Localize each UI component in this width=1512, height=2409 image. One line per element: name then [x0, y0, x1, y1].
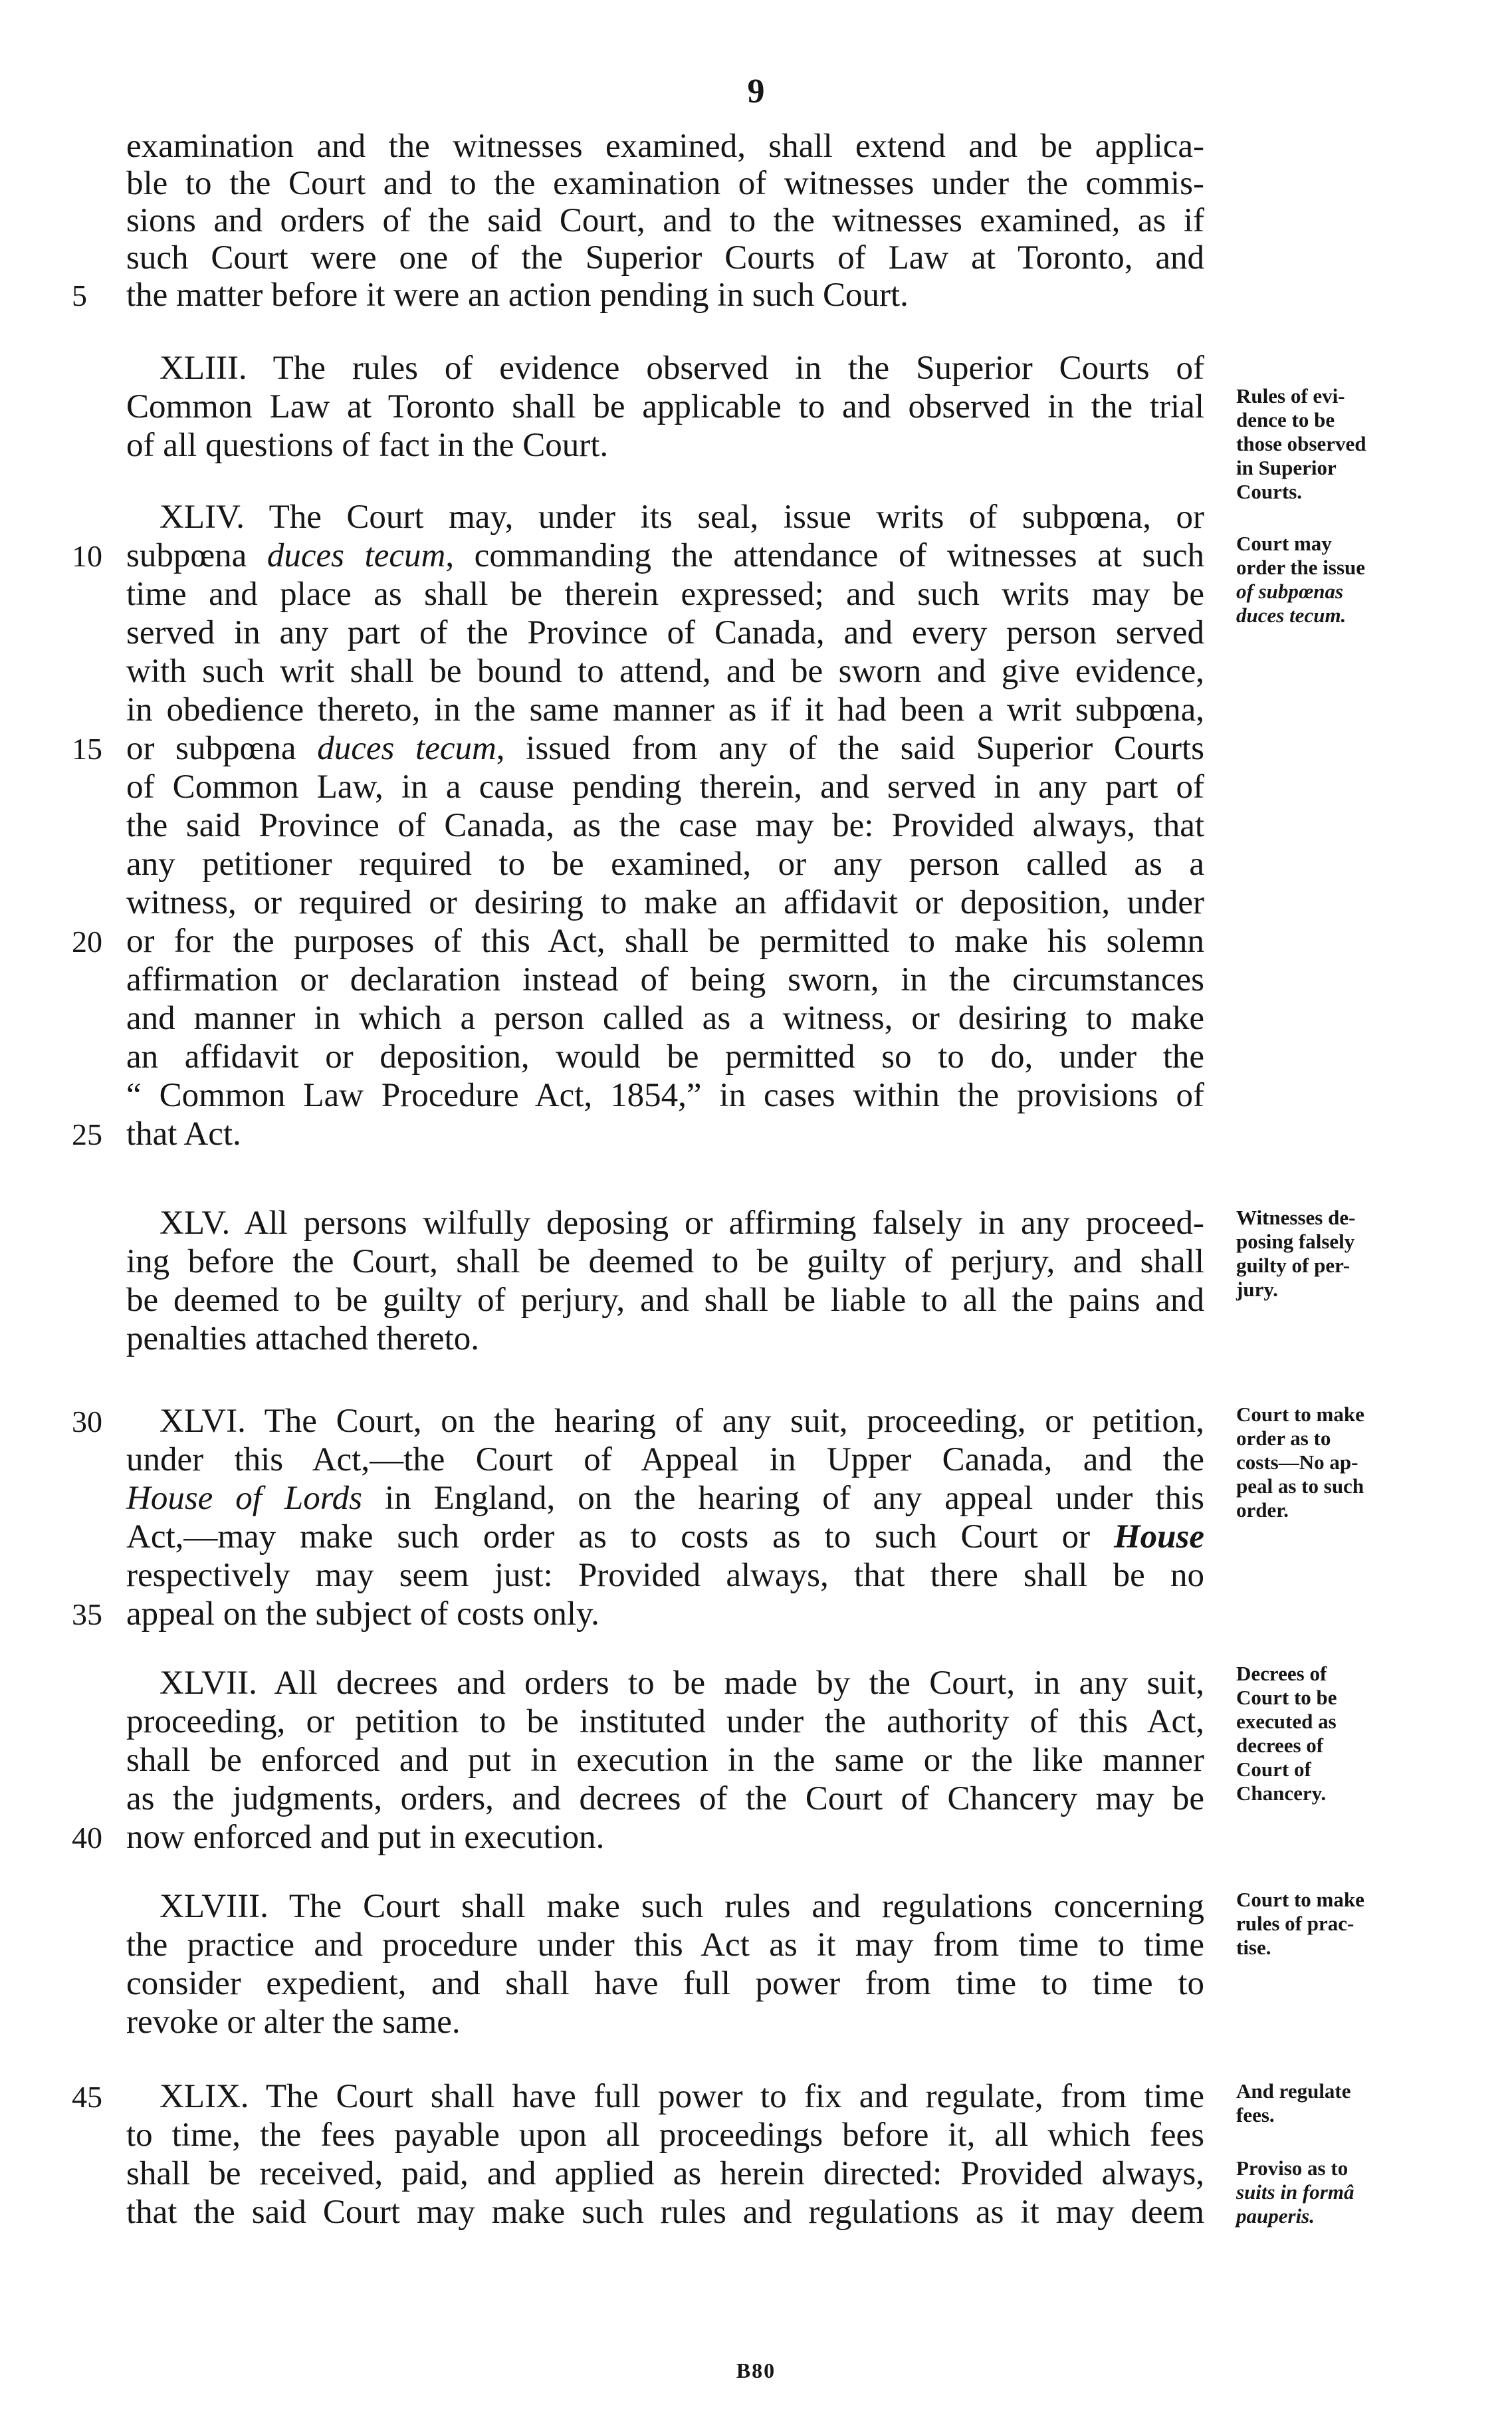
signature-mark: B80	[736, 2358, 776, 2382]
margin-note-line: in Superior	[1236, 456, 1337, 479]
margin-note-line: executed as	[1236, 1710, 1337, 1733]
margin-note	[1236, 1662, 1436, 1805]
line-text: the matter before it were an action pending in such Court.	[126, 277, 909, 314]
margin-note-line: suits in formâ	[1236, 2180, 1354, 2204]
margin-note	[1236, 532, 1436, 628]
margin-note-line: Witnesses de-	[1236, 1206, 1356, 1229]
margin-note-line: Court to make	[1236, 1888, 1364, 1911]
margin-note	[1236, 2079, 1436, 2127]
text-line	[0, 2001, 1512, 2043]
text-line	[0, 843, 1512, 885]
line-text: as the judgments, orders, and decrees of the Court of Chancery may be	[126, 1780, 1204, 1817]
text-line	[0, 650, 1512, 693]
line-text: now enforced and put in execution.	[126, 1819, 605, 1856]
line-number: 25	[72, 1117, 102, 1151]
line-number: 35	[72, 1597, 102, 1631]
line-text: XLIV. The Court may, under its seal, issue writs of subpœna, or	[160, 499, 1204, 536]
margin-note-line: tise.	[1236, 1936, 1271, 1959]
line-number: 20	[72, 925, 102, 959]
text-line	[0, 881, 1512, 924]
text-line	[0, 1318, 1512, 1360]
line-text: time and place as shall be therein expressed; and such writs may be	[126, 576, 1204, 613]
line-text: and manner in which a person called as a witness, or desiring to make	[126, 1000, 1204, 1037]
margin-note-line: costs—No ap-	[1236, 1450, 1358, 1474]
line-text: such Court were one of the Superior Courts of Law at Toronto, and	[126, 239, 1204, 277]
line-text: sions and orders of the said Court, and to the witnesses examined, as if	[126, 202, 1204, 239]
margin-note-line: Court to make	[1236, 1403, 1364, 1426]
text-line	[0, 125, 1512, 168]
line-text: subpœna duces tecum, commanding the attendance of witnesses at such	[126, 537, 1204, 574]
line-number: 45	[72, 2080, 102, 2114]
text-line	[0, 959, 1512, 1001]
text-line	[0, 1554, 1512, 1597]
line-text: any petitioner required to be examined, or any person called as a	[126, 846, 1204, 883]
margin-note	[1236, 384, 1436, 504]
text-line	[0, 1593, 1512, 1635]
text-line	[0, 997, 1512, 1040]
text-line	[0, 920, 1512, 963]
line-text: revoke or alter the same.	[126, 2004, 461, 2041]
line-text: proceeding, or petition to be instituted under the authority of this Act,	[126, 1703, 1204, 1740]
margin-note-line: peal as to such	[1236, 1474, 1364, 1498]
margin-note-line: fees.	[1236, 2103, 1275, 2126]
margin-note-line: guilty of per-	[1236, 1254, 1350, 1277]
text-line	[0, 1113, 1512, 1155]
margin-note-line: duces tecum.	[1236, 604, 1347, 627]
line-text: shall be received, paid, and applied as herein directed: Provided always,	[126, 2155, 1204, 2192]
margin-note	[1236, 1206, 1436, 1302]
text-line	[0, 237, 1512, 279]
line-number: 30	[72, 1405, 102, 1438]
text-line	[0, 1074, 1512, 1117]
line-text: served in any part of the Province of Canada, and every person served	[126, 614, 1204, 651]
line-text: ing before the Court, shall be deemed to be guilty of perjury, and shall	[126, 1243, 1204, 1280]
line-text: of all questions of fact in the Court.	[126, 427, 609, 464]
line-text: that the said Court may make such rules and regulations as it may deem	[126, 2194, 1204, 2231]
margin-note-line: Court to be	[1236, 1686, 1337, 1709]
line-text: of Common Law, in a cause pending therein, and served in any part of	[126, 768, 1204, 806]
page-number: 9	[747, 72, 765, 110]
text-line	[0, 689, 1512, 731]
text-line	[0, 347, 1512, 390]
line-text: witness, or required or desiring to make an affidavit or deposition, under	[126, 884, 1204, 921]
text-line	[0, 1816, 1512, 1859]
text-line	[0, 162, 1512, 205]
line-number: 15	[72, 732, 102, 766]
line-number: 5	[72, 279, 87, 312]
margin-note-line: pauperis.	[1236, 2204, 1315, 2228]
margin-note-line: Proviso as to	[1236, 2156, 1349, 2180]
margin-note-line: And regulate	[1236, 2079, 1351, 2103]
line-text: consider expedient, and shall have full power from time to time to	[126, 1965, 1204, 2002]
margin-note-line: of subpœnas	[1236, 580, 1344, 603]
margin-note-line: Court may	[1236, 532, 1332, 555]
line-text: the said Province of Canada, as the case may be: Provided always, that	[126, 807, 1204, 844]
margin-note-line: rules of prac-	[1236, 1912, 1354, 1935]
line-text: appeal on the subject of costs only.	[126, 1595, 599, 1633]
text-line	[0, 727, 1512, 770]
text-line	[0, 274, 1512, 316]
text-line	[0, 766, 1512, 808]
margin-note	[1236, 1888, 1436, 1960]
margin-note-line: order the issue	[1236, 556, 1366, 579]
line-text: the practice and procedure under this Act as it may from time to time	[126, 1926, 1204, 1964]
margin-note	[1236, 1403, 1436, 1522]
line-text: penalties attached thereto.	[126, 1320, 479, 1357]
text-line	[0, 1036, 1512, 1078]
margin-note	[1236, 2156, 1436, 2228]
line-text: Common Law at Toronto shall be applicable to and observed in the trial	[126, 388, 1204, 425]
line-text: XLV. All persons wilfully deposing or affirming falsely in any proceed-	[160, 1204, 1204, 1242]
text-line	[0, 804, 1512, 847]
line-text: XLIX. The Court shall have full power to fix and regulate, from time	[160, 2078, 1204, 2115]
text-line	[0, 1962, 1512, 2005]
line-text: “ Common Law Procedure Act, 1854,” in cases within the provisions of	[126, 1077, 1204, 1114]
line-text: be deemed to be guilty of perjury, and shall be liable to all the pains and	[126, 1282, 1204, 1319]
margin-note-line: Rules of evi-	[1236, 384, 1345, 407]
margin-note-line: Court of	[1236, 1758, 1311, 1781]
line-number: 40	[72, 1821, 102, 1855]
margin-note-line: Decrees of	[1236, 1662, 1327, 1685]
margin-note-line: Courts.	[1236, 480, 1303, 503]
line-text: that Act.	[126, 1115, 241, 1153]
margin-note-line: order as to	[1236, 1427, 1331, 1450]
line-text: XLIII. The rules of evidence observed in the Superior Courts of	[160, 350, 1204, 387]
margin-note-line: dence to be	[1236, 408, 1335, 431]
line-text: to time, the fees payable upon all proceedings before it, all which fees	[126, 2117, 1204, 2154]
text-line	[0, 199, 1512, 242]
margin-note-line: posing falsely	[1236, 1230, 1355, 1253]
line-text: XLVIII. The Court shall make such rules and regulations concerning	[160, 1888, 1204, 1925]
line-text: shall be enforced and put in execution in the same or the like manner	[126, 1742, 1204, 1779]
margin-note-line: those observed	[1236, 432, 1366, 455]
line-text: or subpœna duces tecum, issued from any of the said Superior Courts	[126, 730, 1204, 767]
line-number: 10	[72, 539, 102, 573]
line-text: examination and the witnesses examined, shall extend and be applica-	[126, 128, 1204, 165]
line-text: affirmation or declaration instead of being sworn, in the circumstances	[126, 961, 1204, 998]
line-text: an affidavit or deposition, would be permitted so to do, under the	[126, 1038, 1204, 1076]
line-text: respectively may seem just: Provided always, that there shall be no	[126, 1557, 1204, 1594]
margin-note-line: decrees of	[1236, 1734, 1324, 1757]
line-text: XLVI. The Court, on the hearing of any suit, proceeding, or petition,	[160, 1403, 1204, 1440]
line-text: under this Act,—the Court of Appeal in Upper Canada, and the	[126, 1441, 1204, 1478]
line-text: or for the purposes of this Act, shall be permitted to make his solemn	[126, 923, 1204, 960]
margin-note-line: jury.	[1236, 1278, 1278, 1301]
margin-note-line: order.	[1236, 1498, 1289, 1522]
line-text: ble to the Court and to the examination of witnesses under the commis-	[126, 165, 1204, 202]
line-text: Act,—may make such order as to costs as to such Court or House	[126, 1518, 1204, 1555]
line-text: in obedience thereto, in the same manner as if it had been a writ subpœna,	[126, 691, 1204, 729]
line-text: XLVII. All decrees and orders to be made by the Court, in any suit,	[160, 1664, 1204, 1702]
line-text: House of Lords in England, on the hearing of any appeal under this	[126, 1480, 1204, 1517]
line-text: with such writ shall be bound to attend, and be sworn and give evidence,	[126, 653, 1204, 690]
margin-note-line: Chancery.	[1236, 1781, 1327, 1805]
